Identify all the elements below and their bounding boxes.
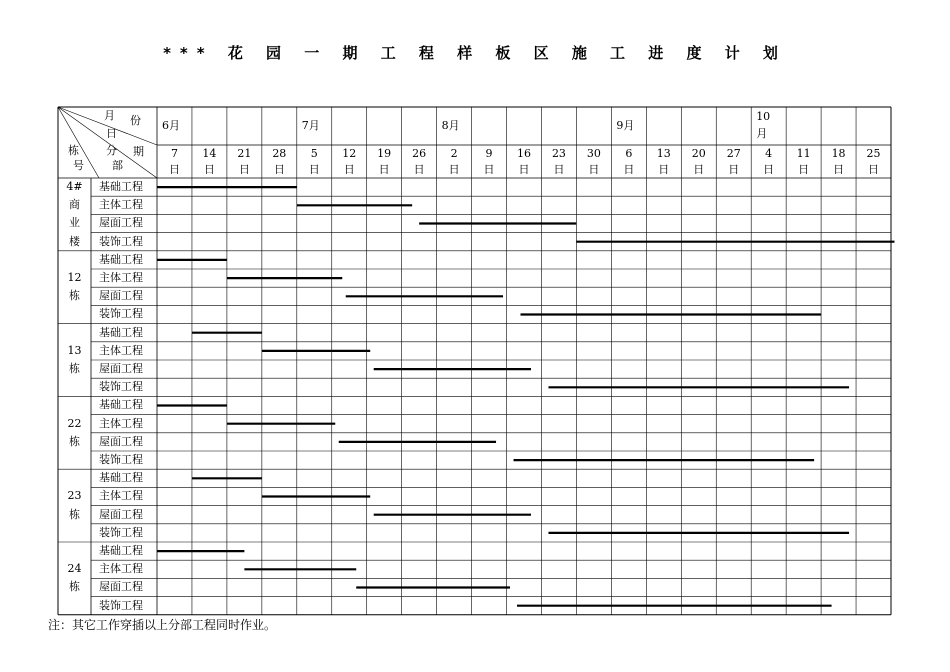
task-label: 屋面工程 (99, 507, 143, 521)
month-label: 6月 (162, 119, 180, 132)
building-label: 24 (67, 562, 82, 576)
task-label: 屋面工程 (99, 362, 143, 375)
day-unit-label: 日 (798, 163, 810, 176)
task-label: 基础工程 (99, 325, 143, 339)
day-unit-label: 日 (273, 163, 285, 176)
building-label: 栋 (69, 289, 80, 303)
building-label: 22 (67, 416, 82, 430)
day-unit-label: 日 (343, 163, 355, 176)
task-label: 基础工程 (99, 180, 143, 193)
task-label: 装饰工程 (99, 380, 143, 394)
corner-label-building: 栋 (68, 144, 79, 157)
day-label: 21 (237, 147, 252, 160)
day-label: 26 (412, 147, 427, 160)
day-unit-label: 日 (308, 163, 320, 176)
day-label: 27 (726, 147, 741, 160)
building-label: 栋 (69, 434, 80, 448)
month-label: 月 (756, 127, 768, 140)
corner-label-period: 期 (133, 145, 144, 158)
day-label: 12 (342, 147, 357, 160)
corner-label-part: 部 (112, 159, 123, 172)
day-label: 19 (377, 147, 392, 160)
day-unit-label: 日 (868, 163, 880, 176)
day-label: 11 (796, 147, 811, 160)
day-label: 2 (450, 147, 458, 160)
month-label: 9月 (616, 119, 635, 132)
task-label: 装饰工程 (99, 234, 143, 248)
day-unit-label: 日 (448, 163, 460, 176)
day-unit-label: 日 (553, 163, 565, 176)
building-label: 楼 (69, 234, 80, 248)
corner-label-day: 日 (106, 127, 117, 140)
corner-label-part: 分 (106, 144, 117, 157)
building-label: 13 (67, 343, 82, 357)
task-label: 基础工程 (99, 398, 143, 412)
day-label: 13 (656, 147, 671, 160)
day-unit-label: 日 (483, 163, 495, 176)
task-label: 主体工程 (99, 416, 143, 430)
task-label: 屋面工程 (99, 216, 143, 230)
day-unit-label: 日 (168, 163, 180, 176)
building-label: 栋 (69, 362, 80, 375)
day-unit-label: 日 (728, 163, 740, 176)
day-unit-label: 日 (763, 163, 775, 176)
task-label: 主体工程 (99, 198, 143, 212)
day-label: 16 (516, 147, 531, 160)
task-label: 装饰工程 (99, 525, 143, 539)
month-label: 10 (756, 110, 771, 123)
task-label: 基础工程 (99, 544, 143, 557)
day-unit-label: 日 (518, 163, 530, 176)
day-label: 20 (691, 147, 706, 160)
building-label: 12 (67, 271, 82, 284)
day-unit-label: 日 (833, 163, 845, 176)
corner-label-building: 号 (73, 159, 84, 172)
month-label: 7月 (301, 119, 320, 132)
page-title: *** 花 园 一 期 工 程 样 板 区 施 工 进 度 计 划 (163, 44, 787, 62)
day-unit-label: 日 (658, 163, 670, 176)
day-unit-label: 日 (378, 163, 390, 176)
footnote: 注：其它工作穿插以上分部工程同时作业。 (48, 618, 277, 632)
building-label: 栋 (69, 507, 80, 521)
day-label: 14 (202, 147, 217, 160)
day-label: 5 (310, 147, 318, 160)
day-unit-label: 日 (623, 163, 635, 176)
task-label: 主体工程 (99, 562, 143, 576)
building-label: 业 (69, 216, 80, 230)
day-label: 23 (551, 147, 566, 160)
day-label: 18 (831, 147, 846, 160)
task-label: 基础工程 (99, 471, 143, 485)
task-label: 装饰工程 (99, 598, 143, 612)
day-label: 25 (866, 147, 881, 160)
corner-label-month: 月 (104, 109, 115, 122)
building-label: 商 (69, 198, 80, 212)
task-label: 主体工程 (99, 343, 143, 357)
task-label: 基础工程 (99, 252, 143, 266)
building-label: 4# (66, 180, 83, 193)
month-label: 8月 (441, 119, 460, 132)
day-label: 7 (170, 147, 178, 160)
task-label: 屋面工程 (99, 580, 143, 594)
day-label: 28 (272, 147, 287, 160)
task-label: 屋面工程 (99, 289, 143, 303)
corner-label-month: 份 (130, 114, 141, 127)
building-label: 23 (67, 489, 82, 503)
building-label: 栋 (69, 580, 80, 594)
day-unit-label: 日 (693, 163, 705, 176)
day-label: 30 (586, 147, 601, 160)
task-label: 主体工程 (99, 271, 143, 284)
task-label: 屋面工程 (99, 434, 143, 448)
day-label: 4 (765, 147, 773, 160)
task-label: 装饰工程 (99, 307, 143, 321)
task-label: 主体工程 (99, 489, 143, 503)
day-unit-label: 日 (413, 163, 425, 176)
day-unit-label: 日 (588, 163, 600, 176)
day-unit-label: 日 (238, 163, 250, 176)
day-unit-label: 日 (203, 163, 215, 176)
day-label: 9 (485, 147, 493, 160)
day-label: 6 (625, 147, 633, 160)
task-label: 装饰工程 (99, 453, 143, 466)
